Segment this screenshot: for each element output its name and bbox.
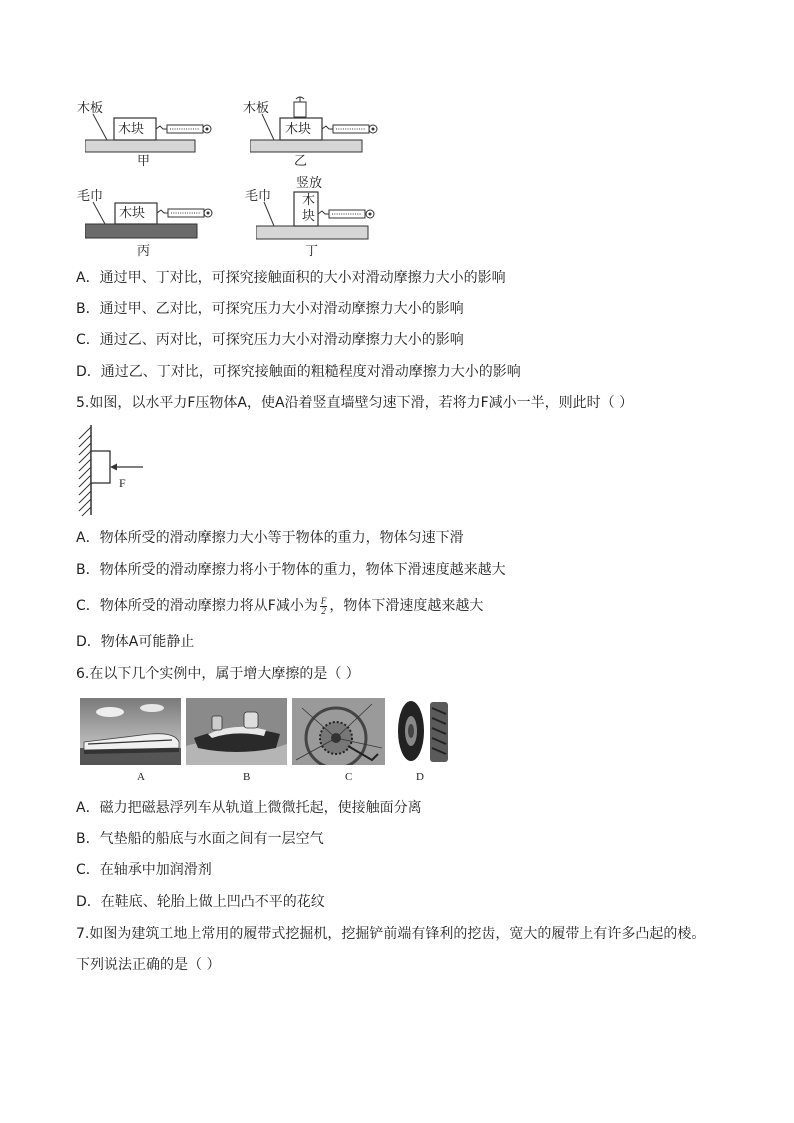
tire-tread-photo <box>394 698 452 765</box>
setup-ding <box>256 190 396 246</box>
surface-label-yi: 木板 <box>243 101 270 116</box>
setup-yi <box>250 96 390 158</box>
surface-label-jia: 木板 <box>77 101 104 116</box>
q4-option-b: B．通过甲、乙对比，可探究压力大小对滑动摩擦力大小的影响 <box>76 301 464 317</box>
q6-option-d: D．在鞋底、轮胎上做上凹凸不平的花纹 <box>76 894 325 910</box>
q5-stem: 5.如图，以水平力F压物体A，使A沿着竖直墙壁匀速下滑，若将力F减小一半，则此时（ ） <box>76 395 634 411</box>
surface-label-ding: 毛巾 <box>245 189 272 204</box>
fraction-f-over-2 <box>320 597 328 616</box>
q6-option-c: C．在轴承中加润滑剂 <box>76 862 212 878</box>
caption-bing: 丙 <box>137 244 151 259</box>
q7-stem-line-2: 下列说法正确的是（ ） <box>76 957 221 973</box>
caption-yi: 乙 <box>294 154 308 169</box>
block-label-yi: 木块 <box>285 122 312 137</box>
caption-ding: 丁 <box>305 244 319 259</box>
setup-jia <box>85 112 225 158</box>
q6-option-a: A．磁力把磁悬浮列车从轨道上微微托起，使接触面分离 <box>76 800 422 816</box>
bicycle-gear-photo <box>292 698 385 765</box>
block-label-bing: 木块 <box>119 206 146 221</box>
photo-caption-a: A <box>137 771 145 783</box>
q4-option-d: D．通过乙、丁对比，可探究接触面的粗糙程度对滑动摩擦力大小的影响 <box>76 364 521 380</box>
fraction-denominator: 2 <box>321 605 326 616</box>
caption-jia: 甲 <box>137 154 151 169</box>
note-vertical: 竖放 <box>296 176 323 191</box>
q4-option-a: A．通过甲、丁对比，可探究接触面积的大小对滑动摩擦力大小的影响 <box>76 270 506 286</box>
force-label-f: F <box>119 476 126 490</box>
q6-option-b: B．气垫船的船底与水面之间有一层空气 <box>76 831 324 847</box>
wall-force-diagram <box>70 425 150 517</box>
q5-option-c <box>76 596 483 616</box>
block-label-jia: 木块 <box>118 122 145 137</box>
q4-option-c: C．通过乙、丙对比，可探究压力大小对滑动摩擦力大小的影响 <box>76 332 464 348</box>
maglev-train-photo <box>80 698 181 765</box>
q7-stem-line-1: 7.如图为建筑工地上常用的履带式挖掘机，挖掘铲前端有锋利的挖齿，宽大的履带上有许多凸起的棱。 <box>76 926 706 942</box>
fraction-numerator: F <box>320 595 327 606</box>
photo-caption-c: C <box>345 771 353 783</box>
block-label-ding-top: 木 <box>302 193 316 208</box>
q5-option-a: A．物体所受的滑动摩擦力大小等于物体的重力，物体匀速下滑 <box>76 530 464 546</box>
q6-stem: 6.在以下几个实例中，属于增大摩擦的是（ ） <box>76 666 360 682</box>
q5-option-c-text-1: C．物体所受的滑动摩擦力将从F减小为 <box>76 598 318 614</box>
photo-caption-b: B <box>243 771 251 783</box>
q5-option-b: B．物体所受的滑动摩擦力将小于物体的重力，物体下滑速度越来越大 <box>76 562 506 578</box>
hovercraft-photo <box>186 698 287 765</box>
block-label-ding-bottom: 块 <box>302 209 316 224</box>
photo-caption-d: D <box>416 771 424 783</box>
setup-bing <box>85 200 225 246</box>
q5-option-d: D．物体A可能静止 <box>76 634 195 650</box>
q5-option-c-text-2: ，物体下滑速度越来越大 <box>329 598 484 614</box>
surface-label-bing: 毛巾 <box>77 189 104 204</box>
